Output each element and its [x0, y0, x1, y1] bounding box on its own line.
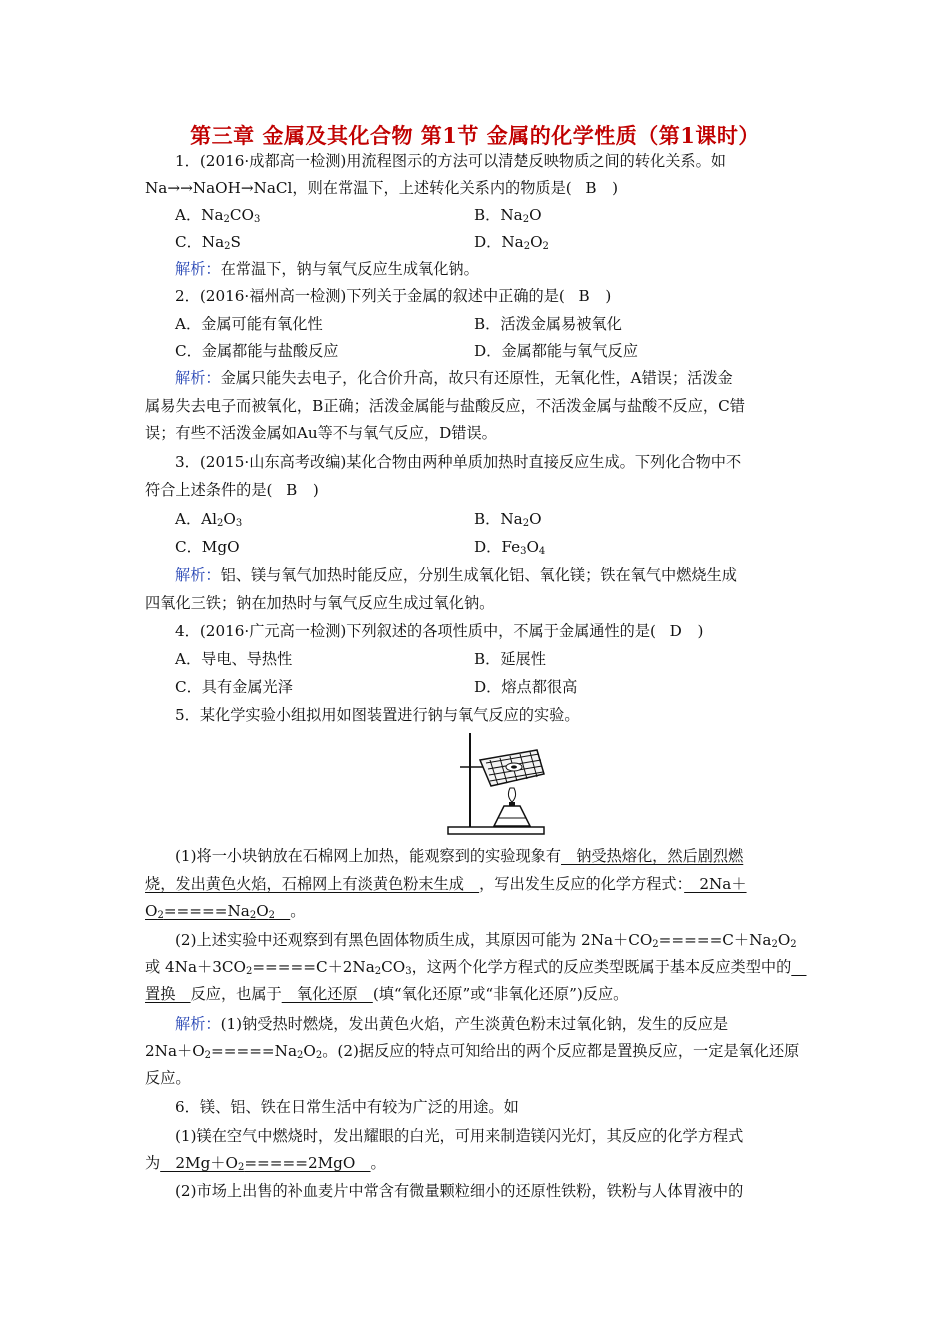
q5-analysis-line1: 解析：(1)钠受热时燃烧，发出黄色火焰，产生淡黄色粉末过氧化钠，发生的反应是 — [175, 1015, 729, 1033]
q4-stem: 4．(2016·广元高一检测)下列叙述的各项性质中，不属于金属通性的是( D ) — [175, 622, 704, 640]
q4-option-a: A．导电、导热性 — [175, 650, 293, 668]
q1-analysis: 解析：在常温下，钠与氧气反应生成氧化钠。 — [175, 260, 479, 278]
analysis-label: 解析： — [175, 260, 221, 278]
q5-part2-line1: (2)上述实验中还观察到有黑色固体物质生成，其原因可能为 $2Na+CO_2=====C+Na_2O_2$ — [175, 931, 797, 950]
q5-part1-line3: $O_2=====Na_2O_2$ 。 — [145, 902, 306, 921]
q3-answer: B — [286, 481, 300, 499]
q5-part2-line3: 置换 反应，也属于 氧化还原 (填“氧化还原”或“非氧化还原”)反应。 — [145, 985, 629, 1003]
q4-answer: D — [669, 622, 684, 640]
q2-analysis-line1: 解析：金属只能失去电子，化合价升高，故只有还原性，无氧化性，A错误；活泼金 — [175, 369, 733, 387]
q3-analysis-line2: 四氧化三铁；钠在加热时与氧气反应生成过氧化钠。 — [145, 594, 495, 612]
q6-part1-line1: (1)镁在空气中燃烧时，发出耀眼的白光，可用来制造镁闪光灯，其反应的化学方程式 — [175, 1127, 744, 1145]
q1-answer-letter: B — [585, 179, 599, 197]
q5-analysis-line2: $2Na+O_2=====Na_2O_2$。(2)据反应的特点可知给出的两个反应都是置换反应，一定是氧化还原 — [145, 1042, 800, 1061]
q3-stem-line1: 3．(2015·山东高考改编)某化合物由两种单质加热时直接反应生成。下列化合物中不 — [175, 453, 742, 471]
q1-stem-line2 — [145, 178, 807, 198]
analysis-label: 解析： — [175, 566, 221, 584]
q6-stem: 6．镁、铝、铁在日常生活中有较为广泛的用途。如 — [175, 1098, 519, 1116]
q5-stem: 5．某化学实验小组拟用如图装置进行钠与氧气反应的实验。 — [175, 706, 580, 724]
q1-close-paren: ) — [612, 179, 619, 197]
q1-option-c: C．$Na_2S$ — [175, 233, 241, 252]
q6-part1-line2: 为 $2Mg+O_2=====2MgO$ 。 — [145, 1154, 386, 1173]
q3-option-b: B．$Na_2O$ — [474, 510, 542, 529]
q3-option-d: D．$Fe_3O_4$ — [474, 538, 546, 557]
q2-option-d: D．金属都能与氧气反应 — [474, 342, 639, 360]
q1-stem-text: Na→→NaOH→NaCl，则在常温下，上述转化关系内的物质是( — [145, 179, 572, 197]
q6-part2-line1: (2)市场上出售的补血麦片中常含有微量颗粒细小的还原性铁粉，铁粉与人体胃液中的 — [175, 1182, 744, 1200]
q4-option-c: C．具有金属光泽 — [175, 678, 293, 696]
q1-option-d: D．$Na_2O_2$ — [474, 233, 549, 252]
q2-option-b: B．活泼金属易被氧化 — [474, 315, 622, 333]
q2-answer: B — [578, 287, 592, 305]
q5-part1-line1: (1)将一小块钠放在石棉网上加热，能观察到的实验现象有 钠受热熔化，然后剧烈燃 — [175, 847, 744, 865]
q1-option-b: B．$Na_2O$ — [474, 206, 542, 225]
analysis-label: 解析： — [175, 1015, 221, 1033]
q3-stem-line2: 符合上述条件的是( B ) — [145, 481, 319, 499]
q5-analysis-line3: 反应。 — [145, 1069, 191, 1087]
q5-part2-line2: 或 $4Na+3CO_2=====C+2Na_2CO_3$，这两个化学方程式的反应类型既属于基本反应类型中的 — [145, 958, 792, 977]
q3-option-a: A．$Al_2O_3$ — [175, 510, 243, 529]
q2-option-c: C．金属都能与盐酸反应 — [175, 342, 339, 360]
q5-part1-line2: 烧，发出黄色火焰，石棉网上有淡黄色粉末生成 ，写出发生反应的化学方程式： 2Na＋ — [145, 875, 747, 893]
q2-option-a: A．金属可能有氧化性 — [175, 315, 323, 333]
q1-option-a: A．$Na_2CO_3$ — [175, 206, 261, 225]
apparatus-figure — [440, 730, 552, 840]
chapter-title: 第三章 金属及其化合物 第1节 金属的化学性质（第1课时） — [190, 123, 760, 148]
q4-option-b: B．延展性 — [474, 650, 546, 668]
q1-answer — [572, 179, 612, 197]
analysis-label: 解析： — [175, 369, 221, 387]
q1-stem-line1: 1．(2016·成都高一检测)用流程图示的方法可以清楚反映物质之间的转化关系。如 — [175, 152, 726, 170]
q2-analysis-line2: 属易失去电子而被氧化，B正确；活泼金属能与盐酸反应，不活泼金属与盐酸不反应，C错 — [145, 397, 745, 415]
q2-analysis-line3: 误；有些不活泼金属如Au等不与氧气反应，D错误。 — [145, 424, 497, 442]
q3-analysis-line1: 解析：铝、镁与氧气加热时能反应，分别生成氧化铝、氧化镁；铁在氧气中燃烧生成 — [175, 566, 737, 584]
q3-option-c: C．MgO — [175, 538, 240, 556]
q4-option-d: D．熔点都很高 — [474, 678, 578, 696]
q2-stem: 2．(2016·福州高一检测)下列关于金属的叙述中正确的是( B ) — [175, 287, 612, 305]
